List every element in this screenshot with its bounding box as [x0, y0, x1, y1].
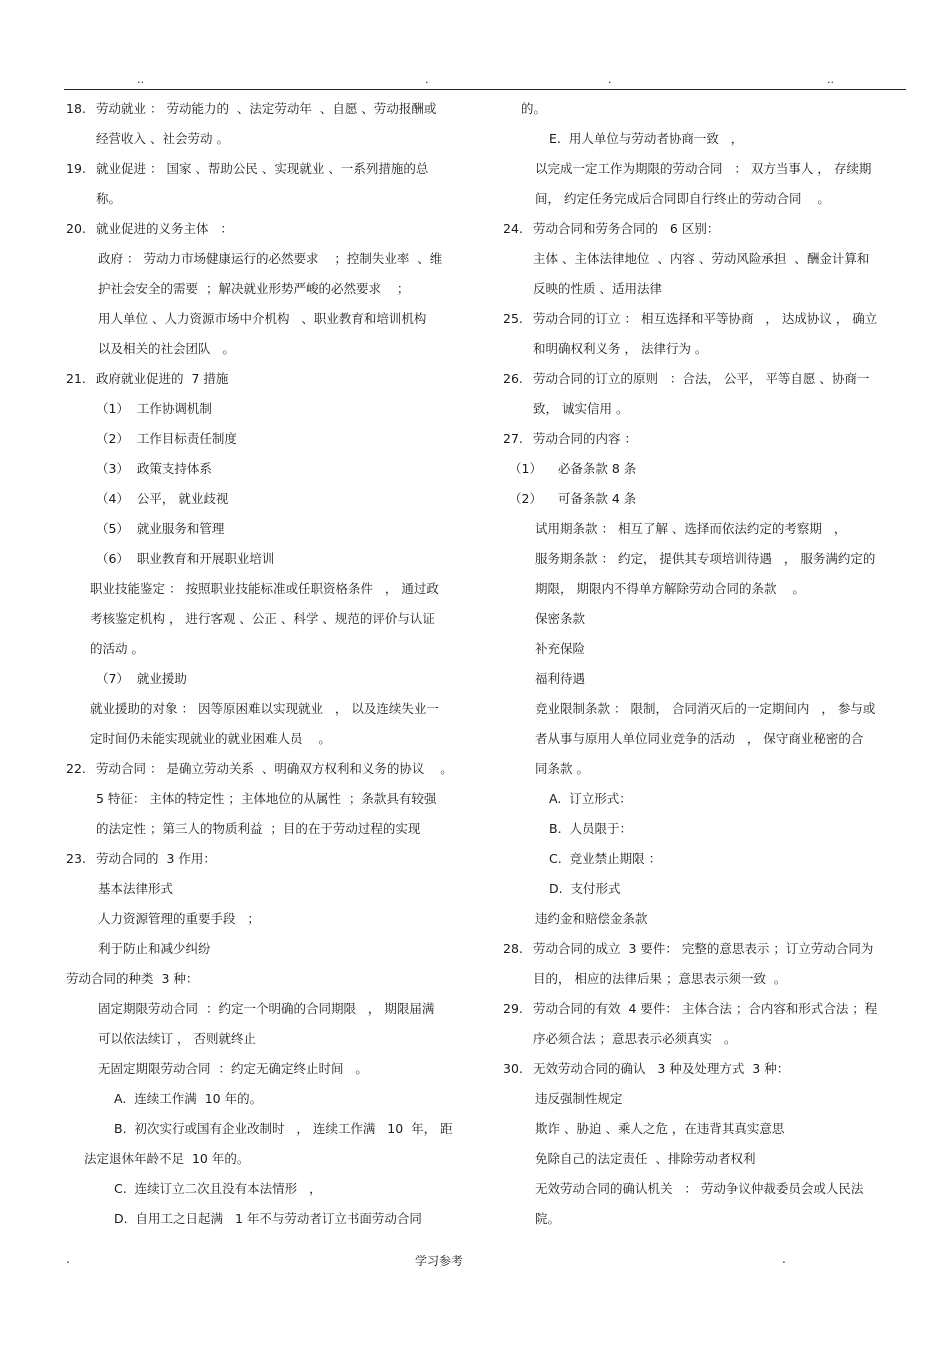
text-line — [503, 634, 908, 664]
text-line — [66, 904, 486, 934]
text-line — [503, 364, 908, 394]
line-text: E. 用人单位与劳动者协商一致 ， — [549, 131, 744, 146]
text-line — [503, 754, 908, 784]
text-line — [503, 124, 908, 154]
text-line — [66, 154, 486, 184]
line-text: 劳动就业 ： 劳动能力的 、法定劳动年 、自愿 、劳动报酬或 — [96, 101, 437, 116]
text-line — [66, 274, 486, 304]
text-line — [503, 454, 908, 484]
line-text: 考核鉴定机构 ， 进行客观 、公正 、科学 、规范的评价与认证 — [90, 611, 435, 626]
line-text: 劳动合同 ： 是确立劳动关系 、明确双方权利和义务的协议 。 — [96, 761, 453, 776]
header-mark-3: . — [608, 73, 612, 86]
text-line — [503, 604, 908, 634]
line-text: 劳动合同的种类 3 种： — [66, 971, 199, 986]
text-line — [66, 544, 486, 574]
line-text: 无效劳动合同的确认机关 ： 劳动争议仲裁委员会或人民法 — [535, 1181, 864, 1196]
line-text: 劳动合同的有效 4 要件： 主体合法 ；合内容和形式合法 ；程 — [533, 1001, 878, 1016]
line-text: 以完成一定工作为期限的劳动合同 ： 双方当事人 ， 存续期 — [535, 161, 872, 176]
text-line — [66, 574, 486, 604]
text-line — [503, 964, 908, 994]
text-line — [66, 1204, 486, 1234]
text-line — [503, 874, 908, 904]
line-text: 基本法律形式 — [98, 881, 174, 896]
line-text: 服务期条款 ： 约定， 提供其专项培训待遇 ， 服务满约定的 — [535, 551, 876, 566]
line-text: B. 人员限于： — [549, 821, 632, 836]
text-line — [503, 1054, 908, 1084]
text-line — [503, 484, 908, 514]
footer-caption: 学习参考 — [415, 1254, 464, 1268]
text-line — [66, 514, 486, 544]
line-text: 劳动合同的 3 作用： — [96, 851, 216, 866]
text-line — [66, 604, 486, 634]
line-text: 法定退休年龄不足 10 年的。 — [84, 1151, 250, 1166]
text-line — [503, 904, 908, 934]
text-line — [503, 304, 908, 334]
line-text: 的法定性 ；第三人的物质利益 ；目的在于劳动过程的实现 — [96, 821, 421, 836]
header-mark-1: .. — [137, 73, 144, 86]
line-text: 院。 — [535, 1211, 561, 1226]
line-text: 反映的性质 、适用法律 — [533, 281, 662, 296]
line-text: 就业援助的对象 ： 因等原困难以实现就业 ， 以及连续失业一 — [90, 701, 439, 716]
text-line — [503, 154, 908, 184]
line-text: 序必须合法 ；意思表示必须真实 。 — [533, 1031, 737, 1046]
right-column — [503, 94, 908, 1234]
text-line — [503, 1084, 908, 1114]
line-text: 目的， 相应的法律后果 ；意思表示须一致 。 — [533, 971, 787, 986]
item-number: 21. — [66, 371, 86, 386]
text-line — [503, 1114, 908, 1144]
text-line — [66, 94, 486, 124]
line-text: 间， 约定任务完成后合同即自行终止的劳动合同 。 — [535, 191, 830, 206]
line-text: （1） 工作协调机制 — [96, 401, 212, 416]
text-line — [66, 814, 486, 844]
line-text: 劳动合同的成立 3 要件： 完整的意思表示 ；订立劳动合同为 — [533, 941, 874, 956]
text-line — [66, 724, 486, 754]
footer-right-mark: . — [782, 1252, 786, 1266]
text-line — [503, 664, 908, 694]
line-text: 定时间仍未能实现就业的就业困难人员 。 — [90, 731, 331, 746]
line-text: 利于防止和减少纠纷 — [98, 941, 211, 956]
text-line — [66, 1054, 486, 1084]
line-text: 同条款 。 — [535, 761, 589, 776]
text-line — [503, 1024, 908, 1054]
header-mark-2: . — [425, 73, 429, 86]
text-line — [66, 484, 486, 514]
line-text: 经营收入 、社会劳动 。 — [96, 131, 229, 146]
line-text: （7） 就业援助 — [96, 671, 187, 686]
text-line — [503, 544, 908, 574]
line-text: 免除自己的法定责任 、排除劳动者权利 — [535, 1151, 756, 1166]
line-text: 期限， 期限内不得单方解除劳动合同的条款 。 — [535, 581, 805, 596]
line-text: 欺诈 、胁迫 、乘人之危 ，在违背其真实意思 — [535, 1121, 785, 1136]
line-text: 主体 、主体法律地位 、内容 、劳动风险承担 、酬金计算和 — [533, 251, 870, 266]
text-line — [66, 364, 486, 394]
text-line — [503, 1144, 908, 1174]
line-text: C. 连续订立二次且没有本法情形 ， — [114, 1181, 322, 1196]
text-line — [66, 874, 486, 904]
text-line — [66, 424, 486, 454]
text-line — [66, 934, 486, 964]
line-text: 致， 诚实信用 。 — [533, 401, 629, 416]
line-text: 的活动 。 — [90, 641, 144, 656]
line-text: （6） 职业教育和开展职业培训 — [96, 551, 275, 566]
line-text: 违反强制性规定 — [535, 1091, 623, 1106]
text-line — [503, 814, 908, 844]
line-text: 者从事与原用人单位同业竞争的活动 ， 保守商业秘密的合 — [535, 731, 864, 746]
left-column — [66, 94, 486, 1234]
text-line — [503, 574, 908, 604]
line-text: 就业促进 ： 国家 、帮助公民 、实现就业 、一系列措施的总 — [96, 161, 429, 176]
text-line — [66, 1024, 486, 1054]
item-number: 20. — [66, 221, 86, 236]
text-line — [503, 724, 908, 754]
item-number: 27. — [503, 431, 523, 446]
line-text: 无效劳动合同的确认 3 种及处理方式 3 种： — [533, 1061, 790, 1076]
line-text: 政府就业促进的 7 措施 — [96, 371, 229, 386]
text-line — [66, 694, 486, 724]
text-line — [66, 784, 486, 814]
text-line — [503, 694, 908, 724]
text-line — [503, 1204, 908, 1234]
text-line — [503, 784, 908, 814]
line-text: （5） 就业服务和管理 — [96, 521, 225, 536]
line-text: A. 连续工作满 10 年的。 — [114, 1091, 263, 1106]
text-line — [66, 454, 486, 484]
text-line — [503, 184, 908, 214]
text-line — [503, 1174, 908, 1204]
text-line — [503, 394, 908, 424]
text-line — [66, 304, 486, 334]
line-text: 就业促进的义务主体 ： — [96, 221, 233, 236]
item-number: 30. — [503, 1061, 523, 1076]
line-text: 人力资源管理的重要手段 ； — [98, 911, 260, 926]
text-line — [66, 844, 486, 874]
header-rule — [64, 89, 906, 90]
line-text: 补充保险 — [535, 641, 586, 656]
line-text: 称。 — [96, 191, 122, 206]
item-number: 22. — [66, 761, 86, 776]
item-number: 18. — [66, 101, 86, 116]
line-text: 劳动合同的订立的原则 ：合法， 公平， 平等自愿 、协商一 — [533, 371, 870, 386]
text-line — [503, 514, 908, 544]
line-text: 固定期限劳动合同 ：约定一个明确的合同期限 ， 期限届满 — [98, 1001, 435, 1016]
line-text: （3） 政策支持体系 — [96, 461, 212, 476]
line-text: （4） 公平， 就业歧视 — [96, 491, 229, 506]
line-text: A. 订立形式： — [549, 791, 632, 806]
text-line — [66, 964, 486, 994]
line-text: D. 自用工之日起满 1 年不与劳动者订立书面劳动合同 — [114, 1211, 422, 1226]
text-line — [66, 394, 486, 424]
line-text: 福利待遇 — [535, 671, 586, 686]
text-line — [503, 334, 908, 364]
text-line — [503, 274, 908, 304]
footer-left-mark: . — [66, 1252, 70, 1266]
line-text: 政府 ： 劳动力市场健康运行的必然要求 ；控制失业率 、维 — [98, 251, 443, 266]
line-text: 劳动合同和劳务合同的 6 区别： — [533, 221, 720, 236]
line-text: 无固定期限劳动合同 ：约定无确定终止时间 。 — [98, 1061, 368, 1076]
line-text: 的。 — [521, 101, 547, 116]
text-line — [503, 214, 908, 244]
line-text: （2） 可备条款 4 条 — [509, 491, 637, 506]
text-line — [66, 664, 486, 694]
item-number: 26. — [503, 371, 523, 386]
line-text: 可以依法续订 ， 否则就终止 — [98, 1031, 256, 1046]
line-text: 以及相关的社会团队 。 — [98, 341, 235, 356]
text-line — [66, 124, 486, 154]
line-text: D. 支付形式 — [549, 881, 621, 896]
text-line — [503, 244, 908, 274]
line-text: 试用期条款 ： 相互了解 、选择而依法约定的考察期 ， — [535, 521, 847, 536]
text-line — [66, 1144, 486, 1174]
header-mark-4: .. — [827, 73, 834, 86]
line-text: 职业技能鉴定 ： 按照职业技能标准或任职资格条件 ， 通过政 — [90, 581, 439, 596]
line-text: 劳动合同的内容 ： — [533, 431, 637, 446]
text-line — [503, 424, 908, 454]
text-line — [503, 844, 908, 874]
item-number: 24. — [503, 221, 523, 236]
line-text: B. 初次实行或国有企业改制时 ， 连续工作满 10 年， 距 — [114, 1121, 453, 1136]
text-line — [66, 1084, 486, 1114]
text-line — [66, 994, 486, 1024]
text-line — [66, 1174, 486, 1204]
text-line — [66, 334, 486, 364]
line-text: 和明确权利义务 ， 法律行为 。 — [533, 341, 708, 356]
text-line — [66, 1114, 486, 1144]
line-text: 5 特征： 主体的特定性 ；主体地位的从属性 ；条款具有较强 — [96, 791, 437, 806]
line-text: 护社会安全的需要 ；解决就业形势严峻的必然要求 ； — [98, 281, 410, 296]
line-text: 劳动合同的订立 ： 相互选择和平等协商 ， 达成协议 ， 确立 — [533, 311, 878, 326]
text-line — [66, 754, 486, 784]
line-text: 保密条款 — [535, 611, 586, 626]
text-line — [66, 214, 486, 244]
item-number: 28. — [503, 941, 523, 956]
line-text: 违约金和赔偿金条款 — [535, 911, 648, 926]
item-number: 23. — [66, 851, 86, 866]
line-text: C. 竞业禁止期限 ： — [549, 851, 662, 866]
line-text: 竞业限制条款 ： 限制， 合同消灭后的一定期间内 ， 参与或 — [535, 701, 876, 716]
text-line — [503, 994, 908, 1024]
text-line — [66, 634, 486, 664]
text-line — [66, 184, 486, 214]
text-line — [503, 934, 908, 964]
item-number: 19. — [66, 161, 86, 176]
text-line — [66, 244, 486, 274]
line-text: （1） 必备条款 8 条 — [509, 461, 637, 476]
item-number: 29. — [503, 1001, 523, 1016]
text-line — [503, 94, 908, 124]
line-text: （2） 工作目标责任制度 — [96, 431, 237, 446]
line-text: 用人单位 、人力资源市场中介机构 、职业教育和培训机构 — [98, 311, 427, 326]
item-number: 25. — [503, 311, 523, 326]
